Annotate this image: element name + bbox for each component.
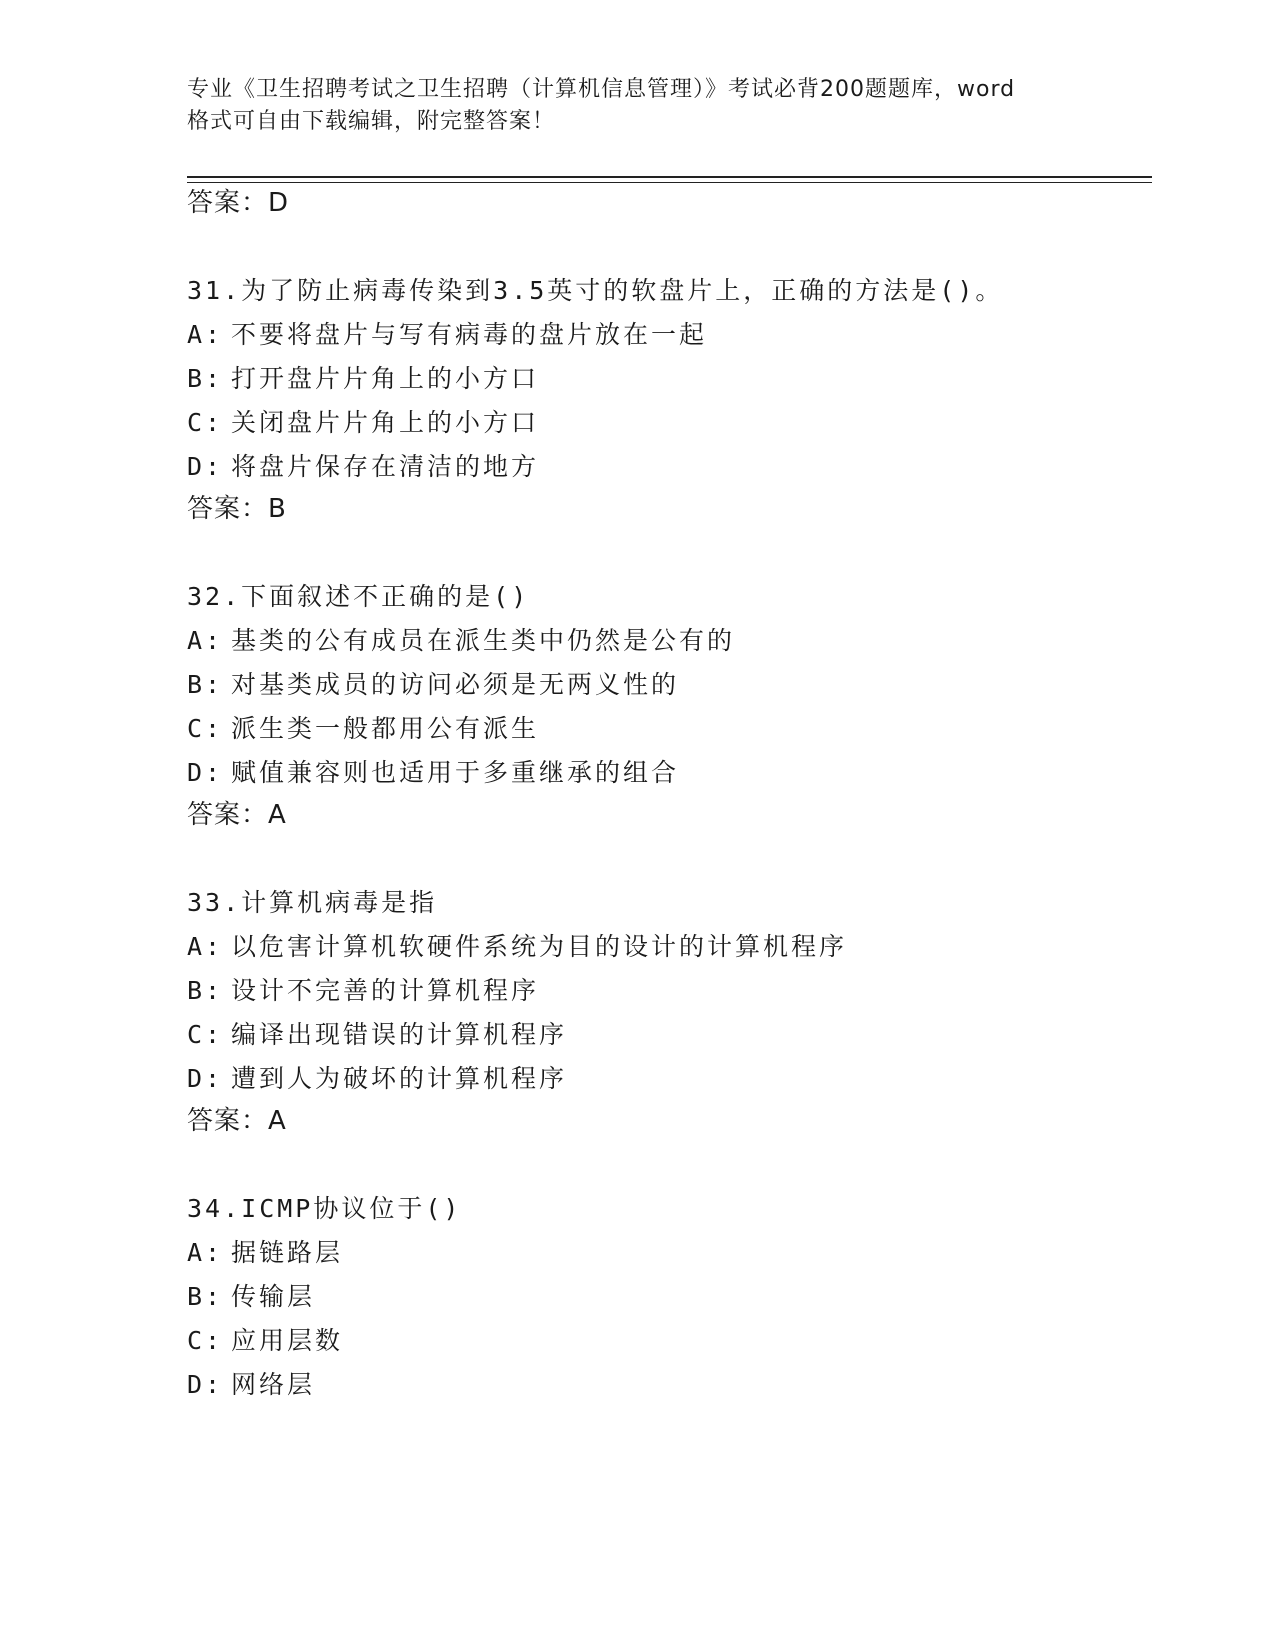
option-d [187, 1062, 567, 1096]
previous-answer [187, 186, 289, 220]
option-letter: A: [187, 1238, 224, 1267]
option-letter: C: [187, 1326, 224, 1355]
option-a [187, 930, 847, 964]
option-c [187, 712, 539, 746]
option-letter: C: [187, 714, 224, 743]
option-text: 编译出现错误的计算机程序 [231, 1020, 568, 1049]
option-text: 派生类一般都用公有派生 [231, 714, 540, 743]
option-letter: A: [187, 932, 224, 961]
option-text: 应用层数 [231, 1326, 344, 1355]
answer-value: A [268, 1106, 287, 1136]
answer-label: 答案： [187, 1106, 269, 1136]
option-d [187, 1368, 315, 1402]
answer-value: A [268, 800, 287, 830]
header-divider-thick [187, 176, 1152, 178]
answer-value: D [268, 188, 290, 218]
option-a [187, 1236, 343, 1270]
question-stem: 32.下面叙述不正确的是() [187, 582, 530, 611]
option-letter: D: [187, 452, 224, 481]
header-title-line-1: 专业《卫生招聘考试之卫生招聘（计算机信息管理）》考试必背200题题库，word [187, 77, 1016, 102]
option-text: 赋值兼容则也适用于多重继承的组合 [231, 758, 680, 787]
question-answer [187, 492, 287, 526]
option-letter: D: [187, 758, 224, 787]
option-b [187, 1280, 315, 1314]
option-a [187, 318, 707, 352]
option-letter: B: [187, 670, 224, 699]
option-text: 关闭盘片片角上的小方口 [231, 408, 540, 437]
question-stem: 34.ICMP协议位于() [187, 1194, 462, 1223]
header-title-line-2: 格式可自由下载编辑，附完整答案！ [187, 109, 556, 134]
option-text: 不要将盘片与写有病毒的盘片放在一起 [231, 320, 708, 349]
option-d [187, 756, 679, 790]
option-c [187, 1324, 343, 1358]
header-divider-thin [187, 182, 1152, 183]
option-letter: B: [187, 1282, 224, 1311]
option-letter: C: [187, 408, 224, 437]
option-letter: A: [187, 320, 224, 349]
option-text: 网络层 [231, 1370, 316, 1399]
option-text: 打开盘片片角上的小方口 [231, 364, 540, 393]
question-stem: 33.计算机病毒是指 [187, 888, 438, 917]
option-text: 设计不完善的计算机程序 [231, 976, 540, 1005]
question-stem: 31.为了防止病毒传染到3.5英寸的软盘片上，正确的方法是()。 [187, 276, 1004, 305]
option-letter: C: [187, 1020, 224, 1049]
option-b [187, 668, 679, 702]
option-text: 遭到人为破坏的计算机程序 [231, 1064, 568, 1093]
option-text: 据链路层 [231, 1238, 344, 1267]
option-b [187, 362, 539, 396]
option-letter: B: [187, 364, 224, 393]
option-c [187, 1018, 567, 1052]
option-letter: B: [187, 976, 224, 1005]
option-letter: D: [187, 1064, 224, 1093]
option-text: 将盘片保存在清洁的地方 [231, 452, 540, 481]
document-header [187, 74, 1087, 138]
question-answer [187, 1104, 287, 1138]
answer-label: 答案： [187, 494, 269, 524]
option-text: 传输层 [231, 1282, 316, 1311]
answer-label: 答案： [187, 188, 269, 218]
option-a [187, 624, 735, 658]
option-c [187, 406, 539, 440]
option-b [187, 974, 539, 1008]
option-text: 以危害计算机软硬件系统为目的设计的计算机程序 [231, 932, 848, 961]
option-letter: D: [187, 1370, 224, 1399]
option-text: 对基类成员的访问必须是无两义性的 [231, 670, 680, 699]
answer-label: 答案： [187, 800, 269, 830]
option-d [187, 450, 539, 484]
option-letter: A: [187, 626, 224, 655]
option-text: 基类的公有成员在派生类中仍然是公有的 [231, 626, 736, 655]
question-answer [187, 798, 287, 832]
answer-value: B [268, 494, 287, 524]
